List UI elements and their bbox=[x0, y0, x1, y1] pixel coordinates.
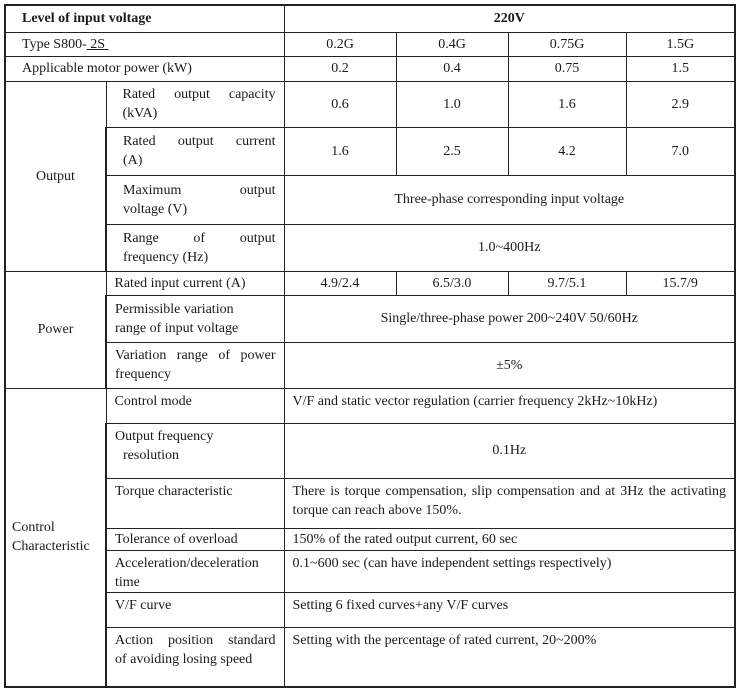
type-label bbox=[5, 32, 284, 56]
label-line: of avoiding losing speed bbox=[115, 651, 253, 667]
output-group-label: Output bbox=[5, 81, 106, 271]
resolution-value: 0.1Hz bbox=[284, 423, 735, 478]
freq-variation-value: ±5% bbox=[284, 342, 735, 388]
control-mode-value: V/F and static vector regulation (carrier frequency 2kHz~10kHz) bbox=[284, 388, 735, 423]
voltage-variation-label bbox=[106, 295, 284, 342]
header-row bbox=[5, 5, 735, 32]
label-line: (A) bbox=[123, 153, 143, 168]
label-line: Range of output bbox=[123, 230, 276, 246]
model-cell: 0.75G bbox=[508, 32, 626, 56]
stall-value: Setting with the percentage of rated current, 20~200% bbox=[284, 627, 735, 687]
label-line: Maximum output bbox=[123, 182, 276, 198]
label-line: Variation range of power bbox=[115, 348, 276, 363]
overload-label: Tolerance of overload bbox=[106, 528, 284, 550]
freq-range-label bbox=[106, 224, 284, 271]
stall-label bbox=[106, 627, 284, 687]
label-line: range of input voltage bbox=[115, 320, 239, 336]
input-current-value: 4.9/2.4 bbox=[284, 271, 396, 295]
label-line: Action position standard bbox=[115, 632, 276, 648]
output-capacity-value: 1.6 bbox=[508, 81, 626, 127]
motor-power-row bbox=[5, 56, 735, 81]
control-mode-row bbox=[5, 388, 735, 423]
max-voltage-row bbox=[5, 175, 735, 224]
label-line: frequency bbox=[115, 367, 171, 382]
label-line: Permissible variation bbox=[115, 301, 234, 317]
label-line: Rated output current bbox=[123, 134, 276, 149]
input-voltage-label: Level of input voltage bbox=[5, 5, 284, 32]
input-voltage-value: 220V bbox=[284, 5, 735, 32]
motor-power-value: 0.75 bbox=[508, 56, 626, 81]
vf-curve-label: V/F curve bbox=[106, 592, 284, 627]
input-current-label: Rated input current (A) bbox=[106, 271, 284, 295]
label-line: Control bbox=[12, 520, 55, 536]
freq-range-row bbox=[5, 224, 735, 271]
control-mode-label: Control mode bbox=[106, 388, 284, 423]
label-line: voltage (V) bbox=[123, 201, 188, 217]
vf-curve-value: Setting 6 fixed curves+any V/F curves bbox=[284, 592, 735, 627]
output-capacity-value: 2.9 bbox=[626, 81, 735, 127]
output-current-row bbox=[5, 127, 735, 175]
output-current-label bbox=[106, 127, 284, 175]
label-line: resolution bbox=[123, 447, 179, 463]
input-current-value: 9.7/5.1 bbox=[508, 271, 626, 295]
label-line: Characteristic bbox=[12, 539, 90, 555]
model-cell: 1.5G bbox=[626, 32, 735, 56]
label-line: Output frequency bbox=[115, 428, 214, 444]
torque-value: There is torque compensation, slip compensation and at 3Hz the activating torque can reach above 150%. bbox=[284, 478, 735, 528]
accel-label bbox=[106, 550, 284, 592]
overload-row bbox=[5, 528, 735, 550]
spec-table bbox=[4, 4, 736, 688]
motor-power-value: 0.2 bbox=[284, 56, 396, 81]
output-capacity-label bbox=[106, 81, 284, 127]
torque-row bbox=[5, 478, 735, 528]
model-cell: 0.4G bbox=[396, 32, 508, 56]
voltage-variation-value: Single/three-phase power 200~240V 50/60Hz bbox=[284, 295, 735, 342]
freq-variation-row bbox=[5, 342, 735, 388]
accel-row bbox=[5, 550, 735, 592]
power-group-label: Power bbox=[5, 271, 106, 388]
input-current-value: 6.5/3.0 bbox=[396, 271, 508, 295]
resolution-row bbox=[5, 423, 735, 478]
output-current-value: 1.6 bbox=[284, 127, 396, 175]
overload-value: 150% of the rated output current, 60 sec bbox=[284, 528, 735, 550]
input-current-row bbox=[5, 271, 735, 295]
output-capacity-row bbox=[5, 81, 735, 127]
vf-curve-row bbox=[5, 592, 735, 627]
torque-label: Torque characteristic bbox=[106, 478, 284, 528]
label-line: time bbox=[115, 574, 140, 590]
voltage-variation-row bbox=[5, 295, 735, 342]
type-suffix: 2S bbox=[86, 36, 109, 52]
input-current-value: 15.7/9 bbox=[626, 271, 735, 295]
freq-range-value: 1.0~400Hz bbox=[284, 224, 735, 271]
model-cell: 0.2G bbox=[284, 32, 396, 56]
label-line: Acceleration/deceleration bbox=[115, 555, 259, 571]
max-voltage-value: Three-phase corresponding input voltage bbox=[284, 175, 735, 224]
motor-power-value: 1.5 bbox=[626, 56, 735, 81]
type-prefix: Type S800 bbox=[22, 36, 83, 52]
type-dash: - bbox=[82, 36, 87, 52]
label-line: (kVA) bbox=[122, 106, 158, 121]
output-current-value: 7.0 bbox=[626, 127, 735, 175]
label-line: Rated output capacity bbox=[122, 87, 276, 102]
motor-power-label: Applicable motor power (kW) bbox=[5, 56, 284, 81]
motor-power-value: 0.4 bbox=[396, 56, 508, 81]
output-capacity-value: 1.0 bbox=[396, 81, 508, 127]
output-current-value: 2.5 bbox=[396, 127, 508, 175]
output-capacity-value: 0.6 bbox=[284, 81, 396, 127]
accel-value: 0.1~600 sec (can have independent settings respectively) bbox=[284, 550, 735, 592]
control-group-label bbox=[5, 388, 106, 687]
resolution-label bbox=[106, 423, 284, 478]
type-row bbox=[5, 32, 735, 56]
freq-variation-label bbox=[106, 342, 284, 388]
label-line: frequency (Hz) bbox=[123, 249, 209, 265]
stall-row bbox=[5, 627, 735, 687]
output-current-value: 4.2 bbox=[508, 127, 626, 175]
max-voltage-label bbox=[106, 175, 284, 224]
